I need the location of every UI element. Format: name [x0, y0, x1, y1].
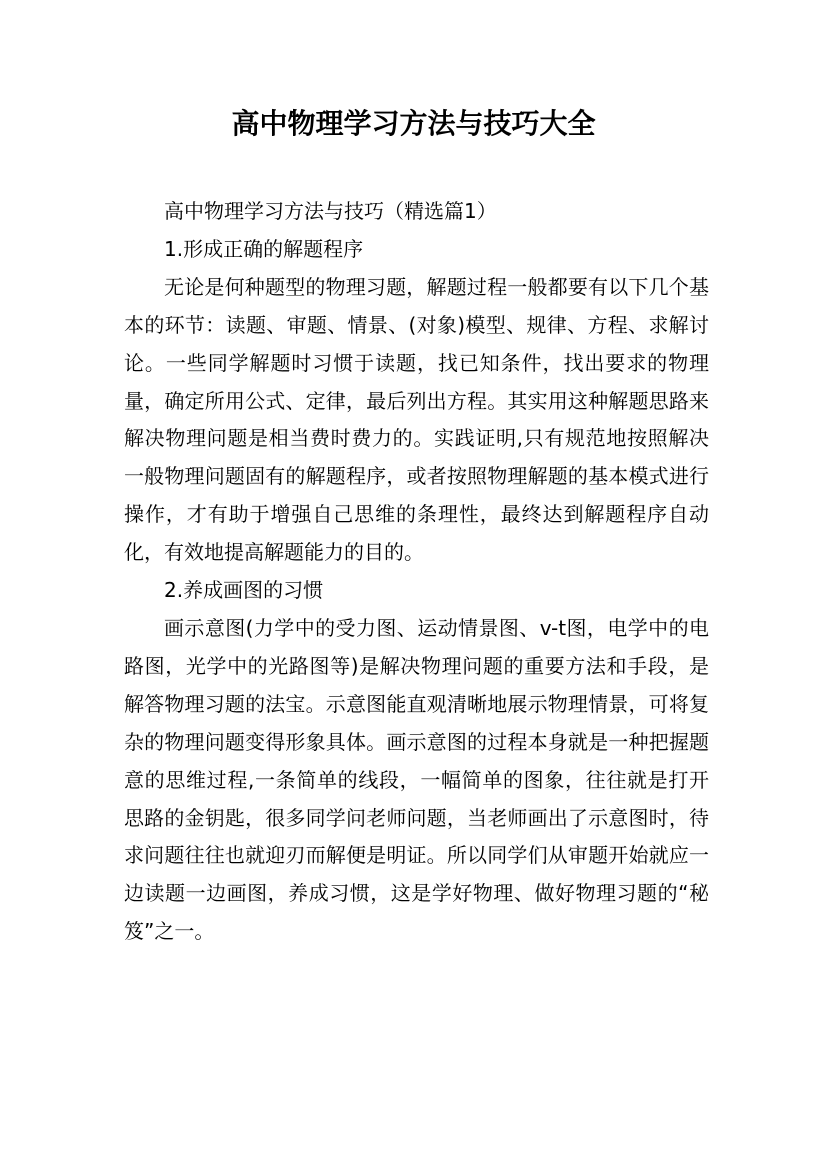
paragraph-2: 画示意图(力学中的受力图、运动情景图、v-t图，电学中的电路图，光学中的光路图等)是解决物理问题的重要方法和手段，是解答物理习题的法宝。示意图能直观清晰地展示物理情景，可将复杂的物理问题变得形象具体。画示意图的过程本身就是一种把握题意的思维过程,一条简单的线段，一幅简单的图象，往往就是打开思路的金钥匙，很多同学问老师问题，当老师画出了示意图时，待求问题往往也就迎刃而解便是明证。所以同学们从审题开始就应一边读题一边画图，养成习惯，这是学好物理、做好物理习题的“秘笈”之一。: [124, 615, 709, 944]
paragraph-1: 无论是何种题型的物理习题，解题过程一般都要有以下几个基本的环节：读题、审题、情景、(对象)模型、规律、方程、求解讨论。一些同学解题时习惯于读题，找已知条件，找出要求的物理量，确定所用公式、定律，最后列出方程。其实用这种解题思路来解决物理问题是相当费时费力的。实践证明,只有规范地按照解决一般物理问题固有的解题程序，或者按照物理解题的基本模式进行操作，才有助于增强自己思维的条理性，最终达到解题程序自动化，有效地提高解题能力的目的。: [124, 274, 709, 565]
subsection-heading-1: 1.形成正确的解题程序: [164, 236, 364, 261]
document-title: 高中物理学习方法与技巧大全: [231, 107, 596, 140]
section-heading: 高中物理学习方法与技巧（精选篇1）: [164, 199, 497, 223]
document-body: [124, 193, 709, 951]
subsection-heading-2: 2.养成画图的习惯: [164, 578, 324, 603]
